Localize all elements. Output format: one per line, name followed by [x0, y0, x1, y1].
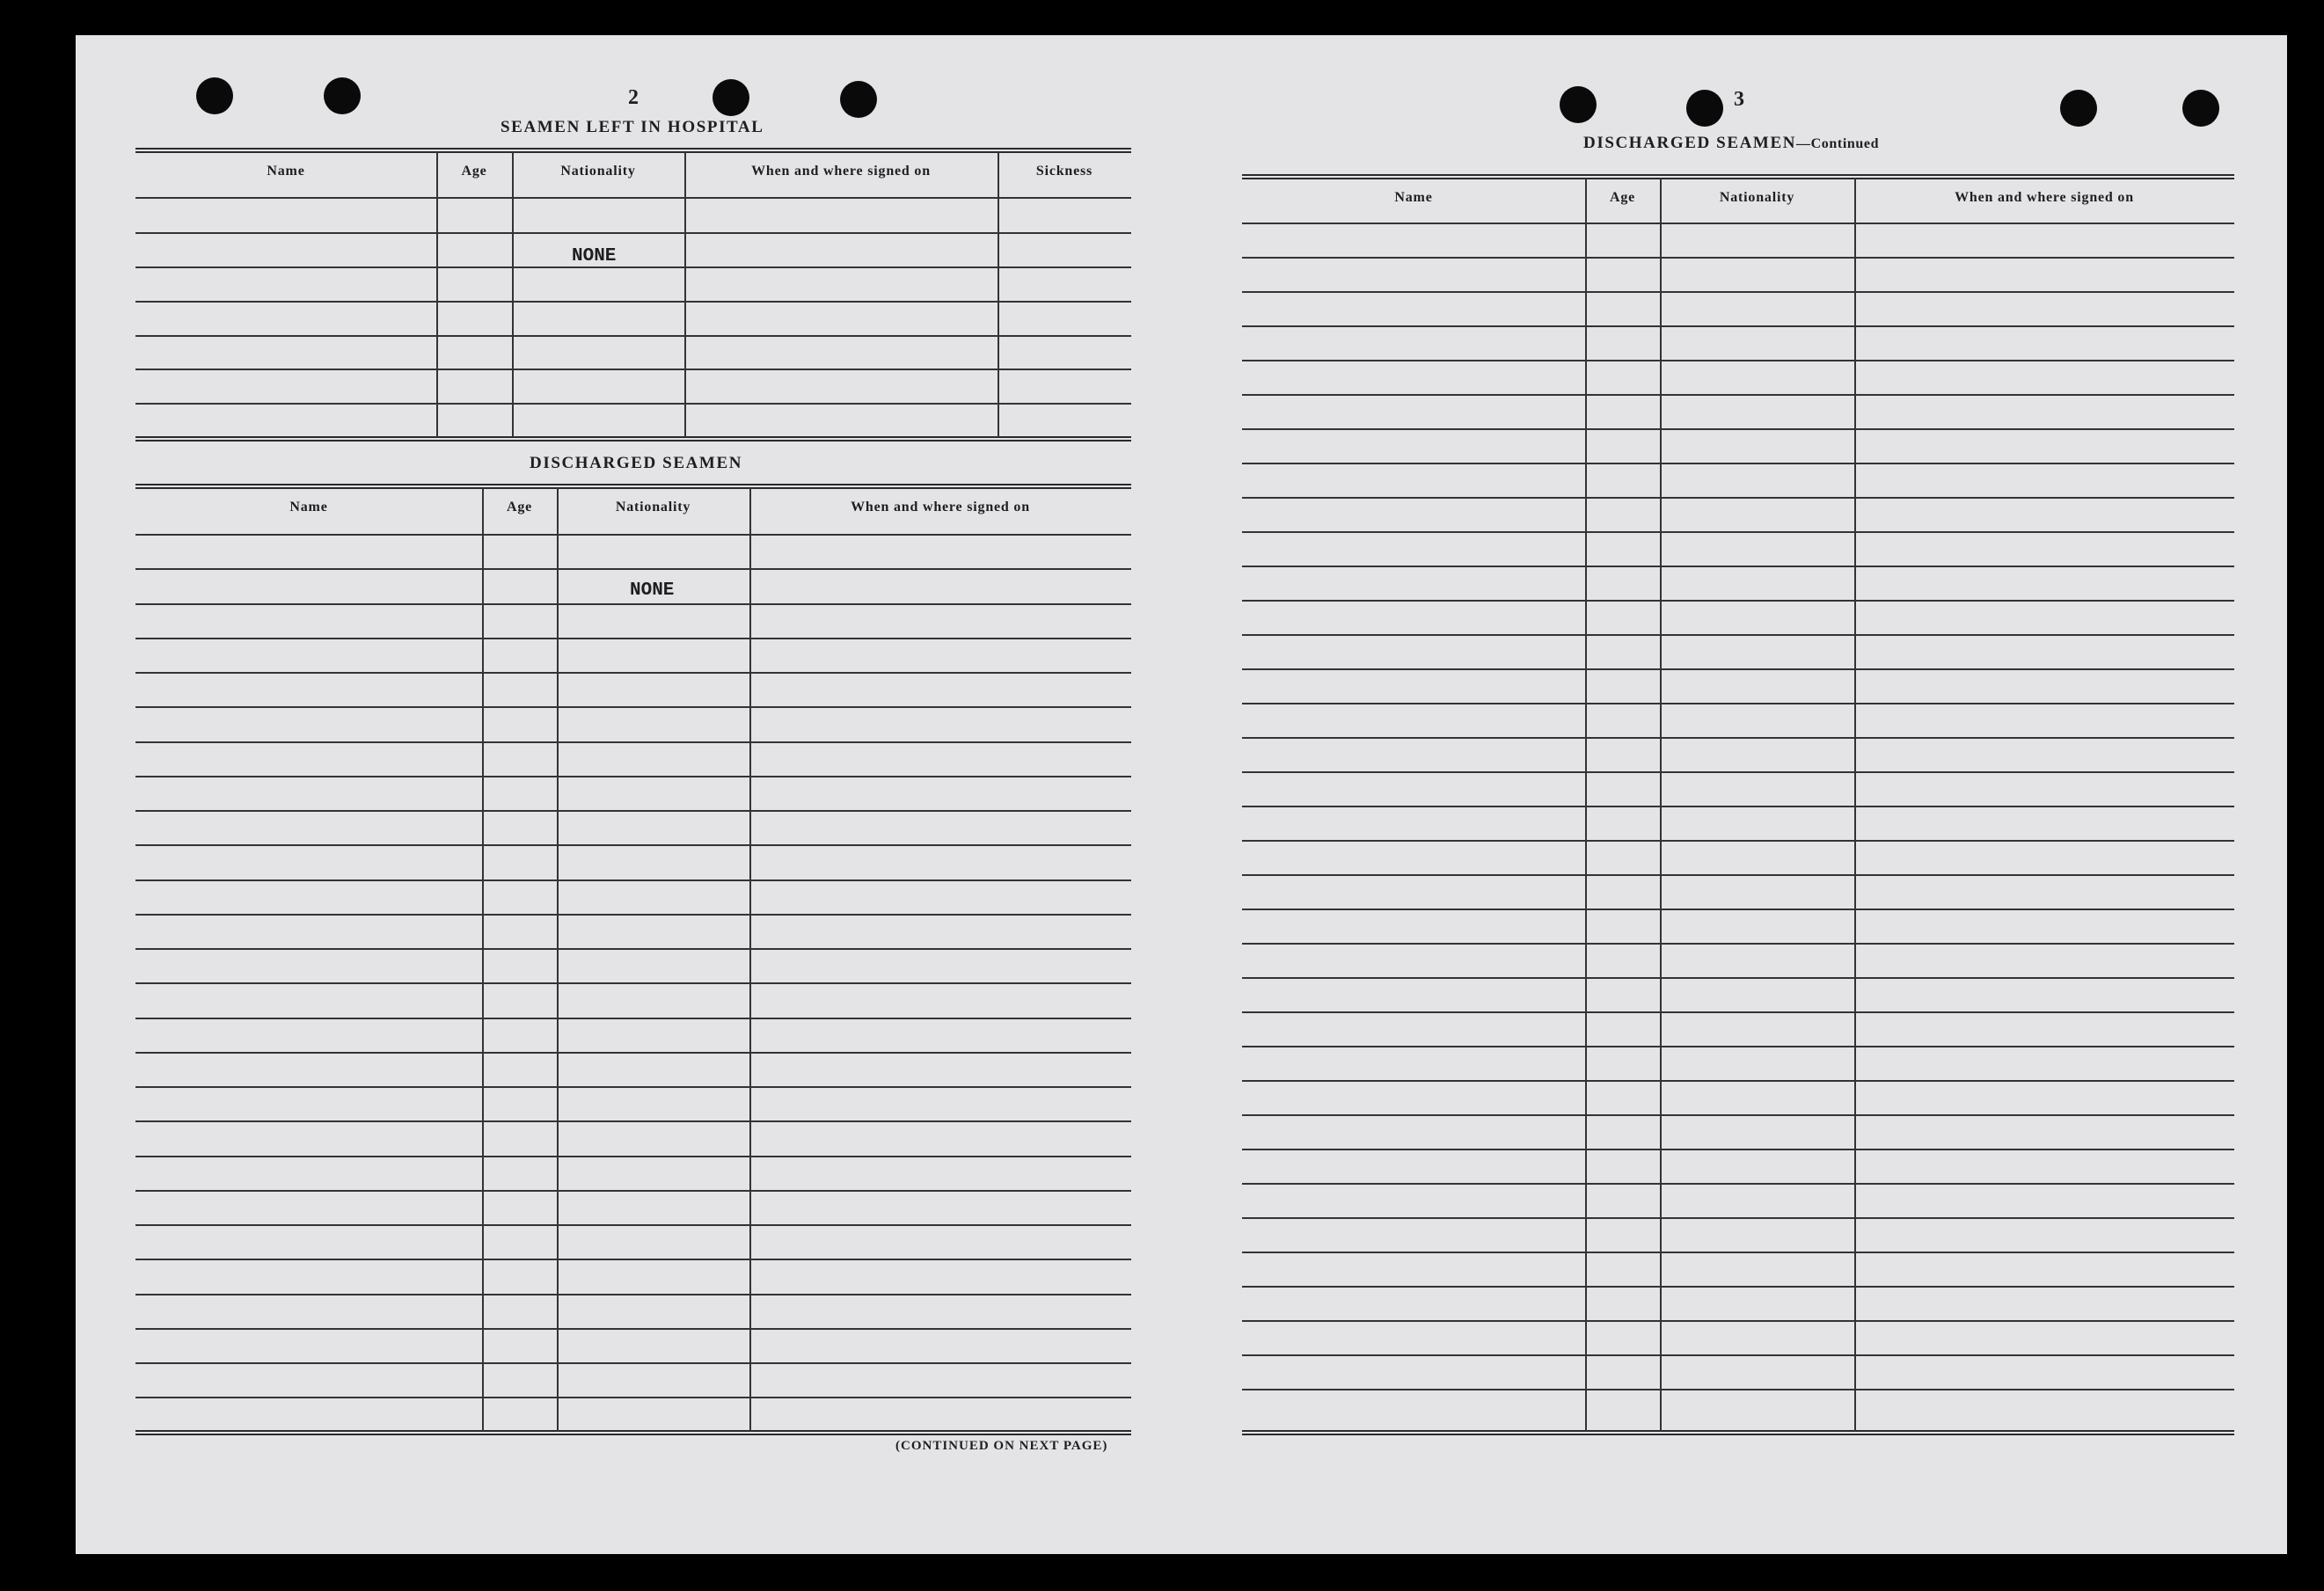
hospital-section-title: SEAMEN LEFT IN HOSPITAL: [501, 118, 764, 136]
col-header-nationality: Nationality: [560, 164, 636, 179]
punch-hole: [840, 81, 877, 118]
discharged-section-title: DISCHARGED SEAMEN: [530, 454, 743, 472]
punch-hole: [196, 77, 233, 114]
col-header-sickness: Sickness: [1035, 164, 1093, 179]
page-number-right: 3: [1734, 88, 1744, 111]
discharged-entry-none: NONE: [630, 580, 675, 601]
ledger-sheet: [76, 35, 2287, 1554]
col-header-name: Name: [267, 164, 305, 179]
punch-hole: [2060, 90, 2097, 127]
discharged-continued-suffix: —Continued: [1796, 136, 1880, 151]
col-header-age: Age: [461, 164, 487, 179]
col-header-nationality: Nationality: [615, 500, 691, 515]
discharged-continued-title-main: DISCHARGED SEAMEN: [1583, 134, 1797, 152]
punch-hole: [2182, 90, 2219, 127]
hospital-entry-none: NONE: [572, 246, 617, 266]
punch-hole: [1686, 90, 1723, 127]
col-header-signed-on: When and where signed on: [851, 500, 1030, 515]
discharged-continued-title: [1583, 134, 1879, 153]
col-header-nationality: Nationality: [1719, 190, 1795, 205]
discharged-table-right: [1242, 174, 2234, 1437]
col-header-signed-on: When and where signed on: [751, 164, 931, 179]
continued-note: (CONTINUED ON NEXT PAGE): [895, 1439, 1108, 1453]
col-header-age: Age: [1609, 190, 1636, 205]
page-number-left: 2: [628, 86, 639, 109]
col-header-age: Age: [506, 500, 533, 515]
col-header-name: Name: [1394, 190, 1433, 205]
punch-hole: [1560, 86, 1597, 123]
hospital-table: [135, 148, 1131, 440]
col-header-signed-on: When and where signed on: [1955, 190, 2134, 205]
discharged-table-left: [135, 484, 1131, 1437]
col-header-name: Name: [289, 500, 328, 515]
punch-hole: [713, 79, 749, 116]
punch-hole: [324, 77, 361, 114]
